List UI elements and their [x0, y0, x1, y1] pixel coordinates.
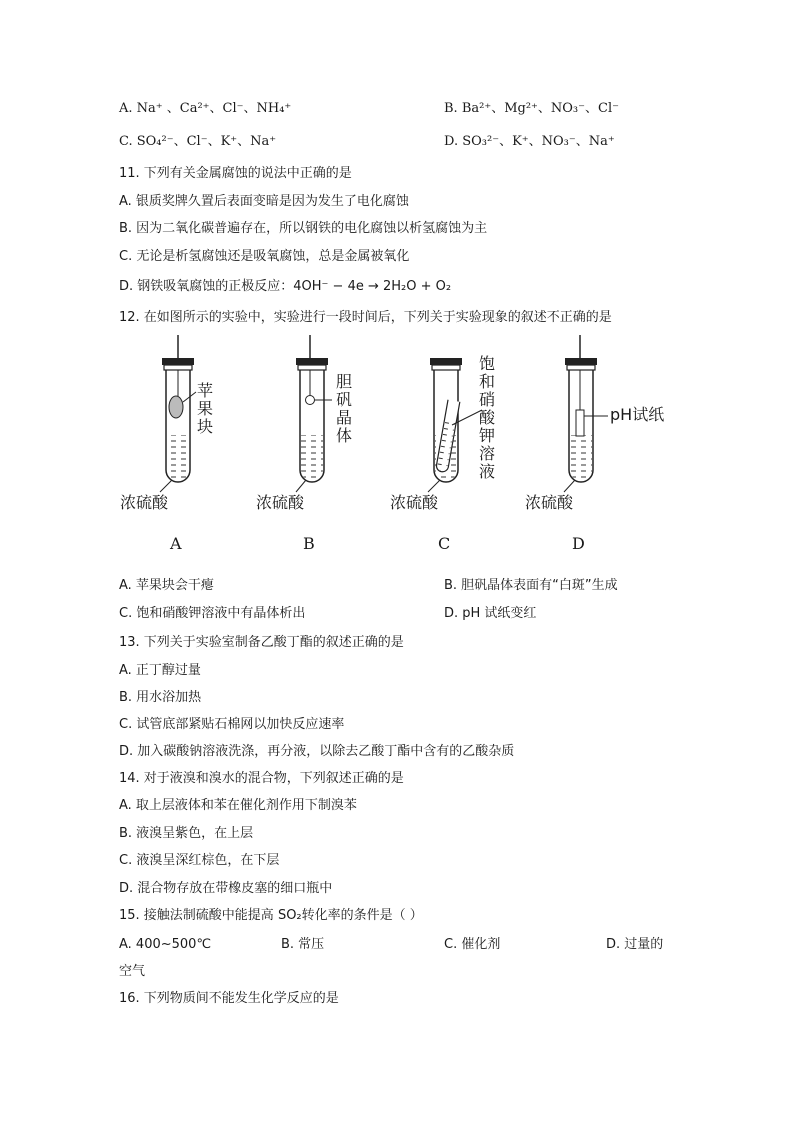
q11-stem: 11. 下列有关金属腐蚀的说法中正确的是 [119, 166, 352, 181]
q13-option-d: D. 加入碳酸钠溶液洗涤，再分液，以除去乙酸丁酯中含有的乙酸杂质 [119, 744, 515, 759]
q11-option-d: D. 钢铁吸氧腐蚀的正极反应：4OH⁻ − 4e → 2H₂O + O₂ [119, 279, 452, 294]
tube-d-bottom-label: 浓硫酸 [525, 493, 574, 512]
test-tube-figure [110, 330, 670, 560]
q10-option-c: C. SO₄²⁻、Cl⁻、K⁺、Na⁺ [119, 134, 277, 149]
q15-option-d-continued: 空气 [119, 964, 146, 979]
q14-option-d: D. 混合物存放在带橡皮塞的细口瓶中 [119, 881, 333, 896]
tube-c-bottom-label: 浓硫酸 [390, 493, 439, 512]
tube-a-letter: A [170, 534, 182, 553]
q12-option-b: B. 胆矾晶体表面有“白斑”生成 [444, 578, 618, 593]
tube-b [296, 335, 332, 492]
q15-option-c: C. 催化剂 [444, 937, 501, 952]
tube-a-label: 苹 果 块 [197, 381, 214, 436]
tube-a [160, 335, 196, 492]
q13-option-b: B. 用水浴加热 [119, 690, 202, 705]
q12-option-a: A. 苹果块会干瘪 [119, 578, 214, 593]
q10-option-b: B. Ba²⁺、Mg²⁺、NO₃⁻、Cl⁻ [444, 101, 619, 116]
q14-stem: 14. 对于液溴和溴水的混合物，下列叙述正确的是 [119, 771, 404, 786]
q15-stem: 15. 接触法制硫酸中能提高 SO₂转化率的条件是（ ） [119, 908, 423, 923]
q15-option-a: A. 400~500℃ [119, 937, 212, 952]
q16-stem: 16. 下列物质间不能发生化学反应的是 [119, 991, 339, 1006]
q11-option-c: C. 无论是析氢腐蚀还是吸氧腐蚀，总是金属被氧化 [119, 249, 410, 264]
q15-option-b: B. 常压 [281, 937, 325, 952]
tube-b-label: 胆 矾 晶 体 [336, 372, 353, 445]
tube-b-letter: B [303, 534, 315, 553]
q12-option-c: C. 饱和硝酸钾溶液中有晶体析出 [119, 606, 306, 621]
q11-option-a: A. 银质奖牌久置后表面变暗是因为发生了电化腐蚀 [119, 194, 409, 209]
tube-b-bottom-label: 浓硫酸 [256, 493, 305, 512]
q15-option-d: D. 过量的 [606, 937, 664, 952]
q13-stem: 13. 下列关于实验室制备乙酸丁酯的叙述正确的是 [119, 635, 404, 650]
tube-c-letter: C [438, 534, 451, 553]
q13-option-a: A. 正丁醇过量 [119, 663, 201, 678]
tube-d-label: pH试纸 [610, 405, 665, 424]
tube-c [428, 358, 482, 492]
q12-stem: 12. 在如图所示的实验中，实验进行一段时间后，下列关于实验现象的叙述不正确的是 [119, 310, 612, 325]
tube-d [564, 335, 608, 492]
tube-d-letter: D [572, 534, 585, 553]
q11-option-b: B. 因为二氧化碳普遍存在，所以钢铁的电化腐蚀以析氢腐蚀为主 [119, 221, 488, 236]
tube-c-label: 饱 和 硝 酸 钾 溶 液 [479, 354, 496, 481]
q14-option-c: C. 液溴呈深红棕色，在下层 [119, 853, 280, 868]
q14-option-b: B. 液溴呈紫色，在上层 [119, 826, 254, 841]
tube-a-bottom-label: 浓硫酸 [120, 493, 169, 512]
q14-option-a: A. 取上层液体和苯在催化剂作用下制溴苯 [119, 798, 357, 813]
q10-option-d: D. SO₃²⁻、K⁺、NO₃⁻、Na⁺ [444, 134, 615, 149]
q10-option-a: A. Na⁺ 、Ca²⁺、Cl⁻、NH₄⁺ [119, 101, 292, 116]
q12-option-d: D. pH 试纸变红 [444, 606, 537, 621]
q13-option-c: C. 试管底部紧贴石棉网以加快反应速率 [119, 717, 345, 732]
